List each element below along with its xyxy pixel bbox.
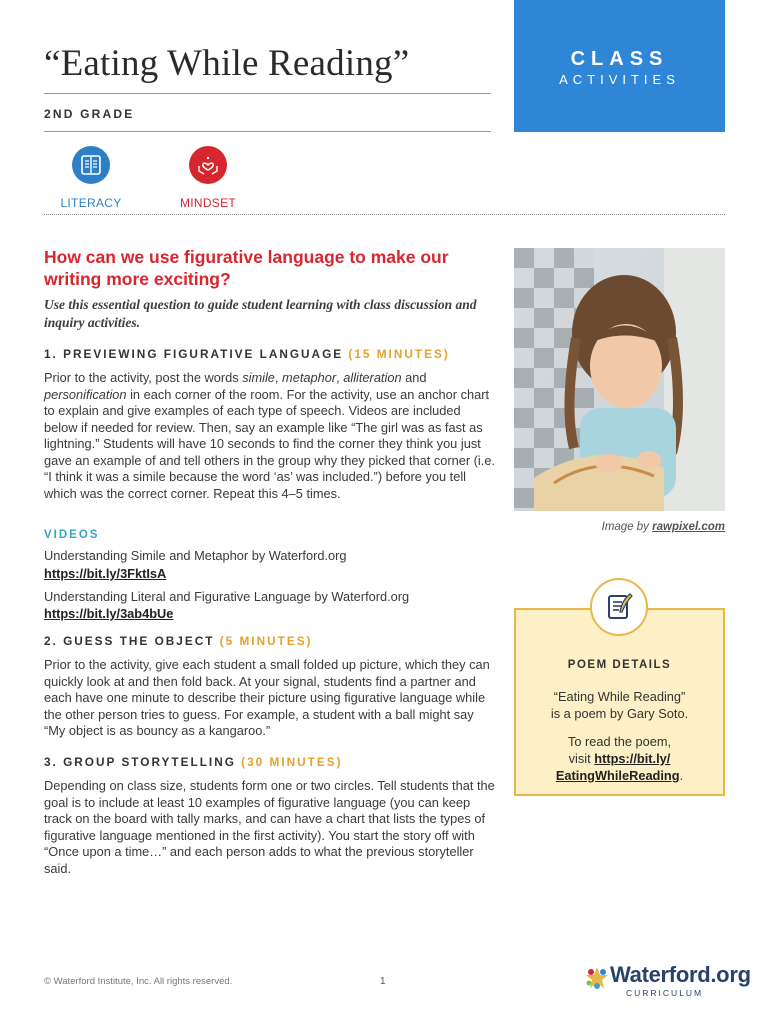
page-number: 1 [380,976,386,987]
badge-mindset [153,146,263,210]
section-title: 2. GUESS THE OBJECT [44,634,215,648]
divider [44,131,491,132]
section-heading-1 [44,347,450,361]
class-activities-banner [514,0,725,132]
poem-author: is a poem by Gary Soto. [550,706,689,721]
scroll-quill-icon [590,578,648,636]
photo-girl-reading [514,248,725,511]
section-body-3: Depending on class size, students form one or two circles. Tell students that the goal is to include at least 10 examples of figurative language (you can keep track on the board with tally marks, and can have a chart that lists the types of figurative language mentioned in the first activity). You start the story off with “Once upon a time…” and each person adds to what the previous storyteller said. [44,778,495,876]
video-link[interactable]: https://bit.ly/3FktIsA [44,566,167,581]
section-heading-3 [44,755,343,769]
section-body-1: Prior to the activity, post the words simile, metaphor, alliteration and personification in each corner of the room. For the activity, use an anchor chart to explain and give examples of each type of speech. Videos are included below if needed for review. Then, say an example like “The girl was as fast as lightning.” Students will have 10 seconds to find the corner they think you just gave an example of and tell others in the group why they picked that corner (i.e. “I think it was a simile because the word ‘as’ was included.”) before you tell which was the correct corner. Repeat this 4–5 times. [44,370,495,501]
page-title: “Eating While Reading” [44,43,410,84]
poem-link-line: EatingWhileReading. [555,768,684,783]
section-time: (15 MINUTES) [348,347,450,361]
logo-text: Waterford.org [610,962,751,987]
dotted-divider [44,214,725,215]
poem-link[interactable]: https://bit.ly/ [594,751,671,766]
video-link[interactable]: https://bit.ly/3ab4bUe [44,606,174,621]
badge-label: LITERACY [60,196,122,210]
badge-literacy [36,146,146,210]
poem-title: “Eating While Reading” [553,689,686,704]
video-title: Understanding Literal and Figurative Language by Waterford.org [44,589,410,604]
image-credit: Image by rawpixel.com [601,521,725,533]
class-label: CLASS [570,48,669,70]
section-time: (5 MINUTES) [219,634,313,648]
credit-link[interactable]: rawpixel.com [652,521,725,533]
badge-label: MINDSET [179,196,237,210]
heart-hands-icon [189,146,227,184]
section-body-2: Prior to the activity, give each student a small folded up picture, which they can quickly look at and then fold back. At your signal, students find a partner and each have one minute to describe their picture using figurative language while the other person tries to guess. For example, a student with a ball might say “My object is as bouncy as a kangaroo.” [44,657,490,738]
videos-heading: VIDEOS [44,529,100,541]
essential-note: Use this essential question to guide student learning with class discussion and inquiry activities. [44,297,477,330]
section-heading-2 [44,634,313,648]
copyright: © Waterford Institute, Inc. All rights reserved. [44,976,233,987]
poem-visit-line: visit https://bit.ly/ [568,751,671,766]
section-title: 3. GROUP STORYTELLING [44,755,236,769]
poem-link[interactable]: EatingWhileReading [555,768,680,783]
grade-label: 2ND GRADE [44,107,135,121]
logo-subtext: CURRICULUM [626,988,704,998]
book-icon [72,146,110,184]
section-time: (30 MINUTES) [241,755,343,769]
activities-label: ACTIVITIES [559,72,680,87]
video-title: Understanding Simile and Metaphor by Waterford.org [44,548,347,563]
section-title: 1. PREVIEWING FIGURATIVE LANGUAGE [44,347,344,361]
poem-heading: POEM DETAILS [567,659,672,671]
poem-read-text: To read the poem, [567,734,672,749]
divider [44,93,491,94]
essential-question: How can we use figurative language to make our writing more exciting? [44,247,449,289]
